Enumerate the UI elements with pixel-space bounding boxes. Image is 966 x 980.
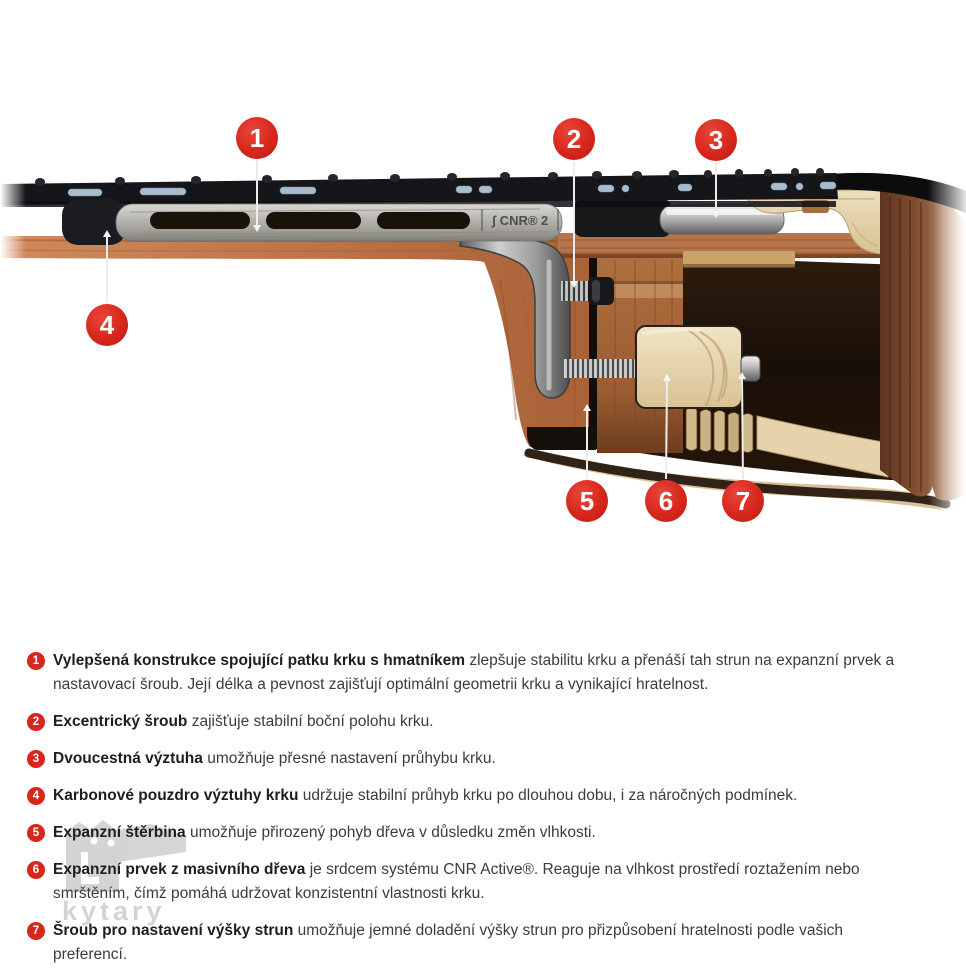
legend-item-6 [27, 858, 939, 906]
legend-text-2: Excentrický šroub zajišťuje stabilní boční polohu krku. [53, 713, 434, 730]
legend-text-5: Expanzní štěrbina umožňuje přirozený pohyb dřeva v důsledku změn vlhkosti. [53, 824, 596, 841]
legend-text-4: Karbonové pouzdro výztuhy krku udržuje stabilní průhyb krku po dlouhou dobu, i za náročných podmínek. [53, 787, 798, 804]
eccentric-screw [561, 277, 614, 305]
neck-wood [0, 236, 590, 447]
adjustment-screw-rod [564, 359, 640, 378]
kytary-watermark-text: kytary [62, 896, 166, 926]
legend-item-3 [27, 747, 939, 771]
legend-badge-1: 1 [27, 652, 45, 670]
legend-item-4 [27, 784, 939, 808]
legend-badge-3: 3 [27, 750, 45, 768]
legend-text-6: Expanzní prvek z masivního dřeva je srdcem systému CNR Active®. Reaguje na vlhkost prostředí roztažením nebo smrštěním, čímž pomáhá udržovat konzistentní vlastnosti krku. [53, 861, 860, 902]
legend [27, 649, 939, 980]
cnr-engraving: ʃ CNR® 2 [491, 213, 549, 228]
legend-badge-5: 5 [27, 824, 45, 842]
neck-heel [0, 236, 590, 447]
legend-text-1: Vylepšená konstrukce spojující patku krku s hmatníkem zlepšuje stabilitu krku a přenáší tah strun na expanzní prvek a nastavovací šroub. Její délka a pevnost zajišťují optimální geometrii krku a vynikající hratelnost. [53, 652, 895, 693]
legend-badge-2: 2 [27, 713, 45, 731]
legend-badge-4: 4 [27, 787, 45, 805]
callout-6 [645, 480, 687, 522]
metal-channel [116, 204, 562, 241]
left-fade [0, 165, 26, 275]
callout-5 [566, 480, 608, 522]
right-fade [928, 170, 966, 515]
legend-text-7: Šroub pro nastavení výšky strun umožňuje jemné doladění výšky strun pro přizpůsobení hratelnosti podle vašich preferencí. [53, 922, 844, 963]
callout-2 [553, 118, 595, 160]
svg-text:4: 4 [99, 310, 115, 340]
legend-badge-7: 7 [27, 922, 45, 940]
channel-slots [150, 212, 470, 229]
legend-item-1 [27, 649, 939, 697]
heel-end-cap [527, 427, 596, 450]
fretboard [0, 168, 838, 207]
expansion-wood-block [636, 326, 742, 408]
legend-item-7 [27, 919, 939, 967]
svg-text:2: 2 [566, 124, 582, 154]
callout-7 [722, 480, 764, 522]
svg-text:3: 3 [708, 125, 724, 155]
svg-text:7: 7 [735, 486, 751, 516]
callout-1 [236, 117, 278, 159]
legend-item-2 [27, 710, 939, 734]
svg-text:6: 6 [658, 486, 674, 516]
legend-badge-6: 6 [27, 861, 45, 879]
svg-text:5: 5 [579, 486, 595, 516]
legend-item-5 [27, 821, 939, 845]
svg-text:1: 1 [249, 123, 265, 153]
callout-4 [86, 304, 128, 346]
legend-text-3: Dvoucestná výztuha umožňuje přesné nastavení průhybu krku. [53, 750, 496, 767]
callout-3 [695, 119, 737, 161]
